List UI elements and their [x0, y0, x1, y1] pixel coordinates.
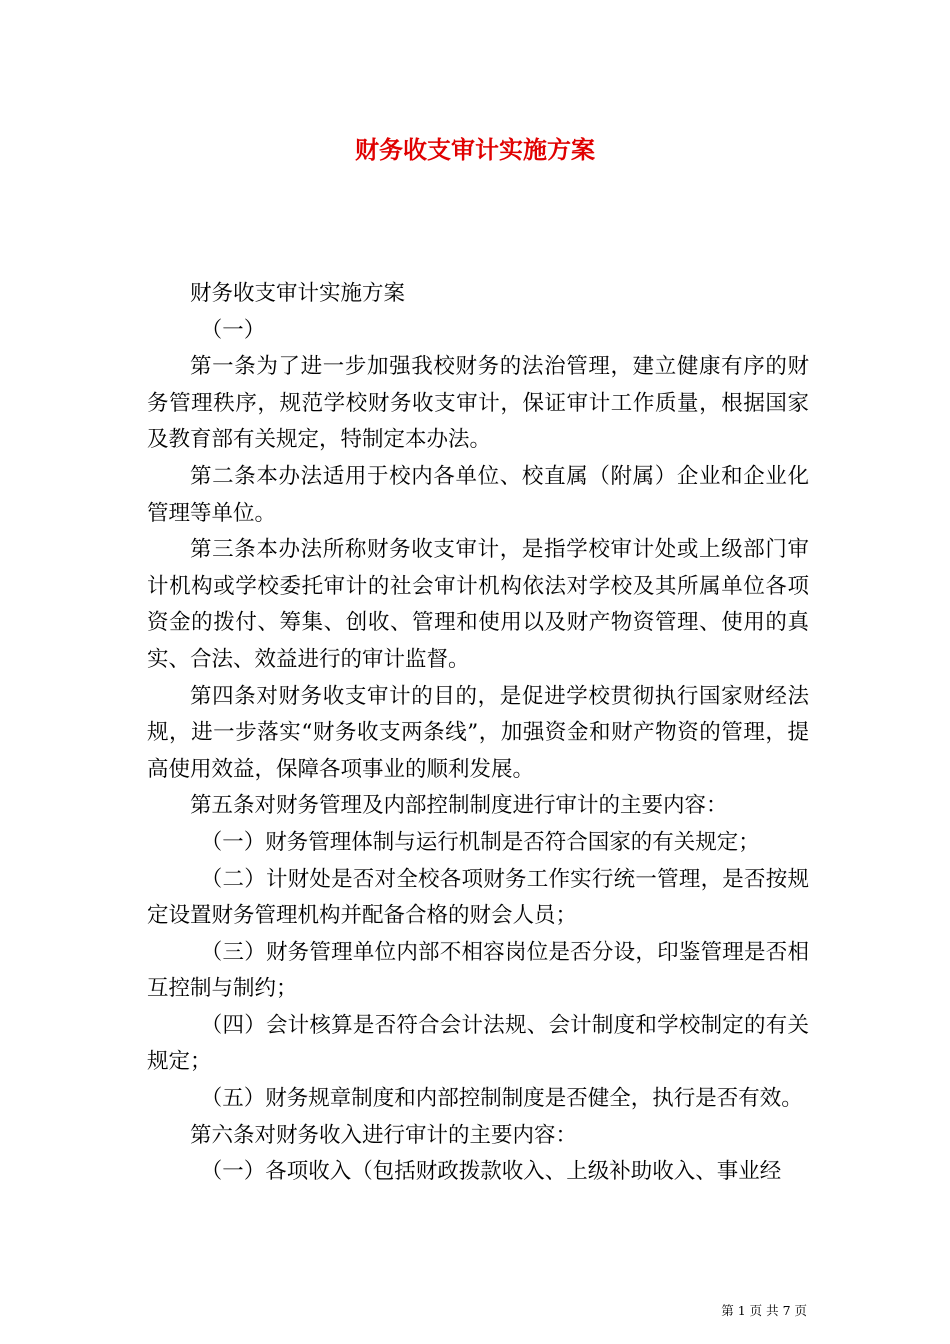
paragraph-item-3: （三）财务管理单位内部不相容岗位是否分设，印鉴管理是否相互控制与制约；	[147, 939, 809, 1002]
paragraph-article-6-item-1: （一）各项收入（包括财政拨款收入、上级补助收入、事业经	[200, 1159, 782, 1185]
document-body	[147, 276, 809, 1191]
paragraph-article-3: 第三条本办法所称财务收支审计，是指学校审计处或上级部门审计机构或学校委托审计的社会审计机构依法对学校及其所属单位各项资金的拨付、筹集、创收、管理和使用以及财产物资管理、使用的真实、合法、效益进行的审计监督。	[147, 537, 809, 672]
paragraph-article-1: 第一条为了进一步加强我校财务的法治管理，建立健康有序的财务管理秩序，规范学校财务收支审计，保证审计工作质量，根据国家及教育部有关规定，特制定本办法。	[147, 354, 809, 453]
paragraph-article-2: 第二条本办法适用于校内各单位、校直属（附属）企业和企业化管理等单位。	[147, 463, 809, 526]
paragraph-item-2: （二）计财处是否对全校各项财务工作实行统一管理，是否按规定设置财务管理机构并配备合格的财会人员；	[147, 866, 809, 929]
paragraph-heading: 财务收支审计实施方案	[190, 281, 406, 306]
paragraph-article-4: 第四条对财务收支审计的目的，是促进学校贯彻执行国家财经法规，进一步落实“财务收支两条线”，加强资金和财产物资的管理，提高使用效益，保障各项事业的顺利发展。	[147, 683, 809, 782]
paragraph-article-6: 第六条对财务收入进行审计的主要内容：	[190, 1122, 578, 1148]
paragraph-item-5: （五）财务规章制度和内部控制制度是否健全，执行是否有效。	[200, 1086, 803, 1112]
paragraph-item-1: （一）财务管理体制与运行机制是否符合国家的有关规定；	[200, 829, 760, 855]
paragraph-section-marker: （一）	[200, 317, 266, 343]
paragraph-article-5: 第五条对财务管理及内部控制制度进行审计的主要内容：	[190, 793, 728, 819]
document-title: 财务收支审计实施方案	[355, 135, 595, 164]
page-number: 第 1 页 共 7 页	[721, 1303, 807, 1318]
paragraph-item-4: （四）会计核算是否符合会计法规、会计制度和学校制定的有关规定；	[147, 1012, 809, 1075]
